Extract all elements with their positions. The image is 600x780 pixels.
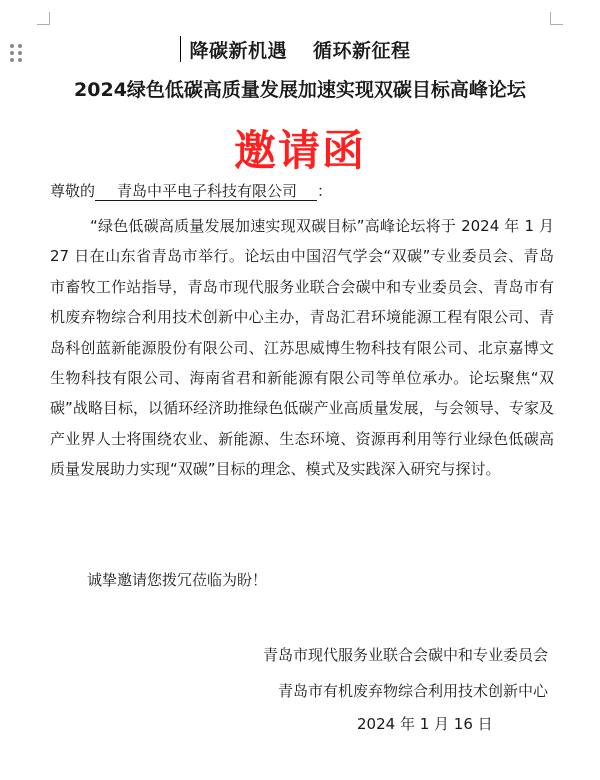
title-part-1: 降碳新机遇 [189,40,287,62]
body-paragraph: “绿色低碳高质量发展加速实现双碳目标”高峰论坛将于 2024 年 1 月 27 日在山东省青岛市举行。论坛由中国沼气学会“双碳”专业委员会、青岛市畜牧工作站指导，青岛市现代服务业联合会碳中和专业委员会、青岛市有机废弃物综合利用技术创新中心主办，青岛汇君环境能源工程有限公司、青岛科创蓝新能源股份有限公司、江苏思威博生物科技有限公司、北京嘉博文生物科技有限公司、海南省君和新能源有限公司等单位承办。论坛聚焦“双碳”战略目标，以循环经济助推绿色低碳产业高质量发展，与会领导、专家及产业界人士将围绕农业、新能源、生态环境、资源再利用等行业绿色低碳高质量发展助力实现“双碳”目标的理念、模式及实践深入研究与探讨。 [50,217,554,479]
salutation [50,180,332,201]
recipient-company: 青岛中平电子科技有限公司 [95,182,317,201]
signature-org-1: 青岛市现代服务业联合会碳中和专业委员会 [262,646,548,664]
closing-line: 诚挚邀请您拨冗莅临为盼！ [87,571,268,589]
document-title [0,36,600,63]
crop-mark-top-left [37,12,50,25]
document-subtitle: 2024绿色低碳高质量发展加速实现双碳目标高峰论坛 [74,79,526,101]
invitation-heading: 邀请函 [233,126,366,175]
crop-mark-top-right [550,12,563,25]
salutation-suffix: ： [317,182,333,200]
signature-org-2: 青岛市有机废弃物综合利用技术创新中心 [277,682,548,700]
title-part-2: 循环新征程 [313,40,411,62]
text-cursor [180,36,181,62]
signature-date: 2024 年 1 月 16 日 [357,715,493,733]
salutation-prefix: 尊敬的 [50,182,96,200]
